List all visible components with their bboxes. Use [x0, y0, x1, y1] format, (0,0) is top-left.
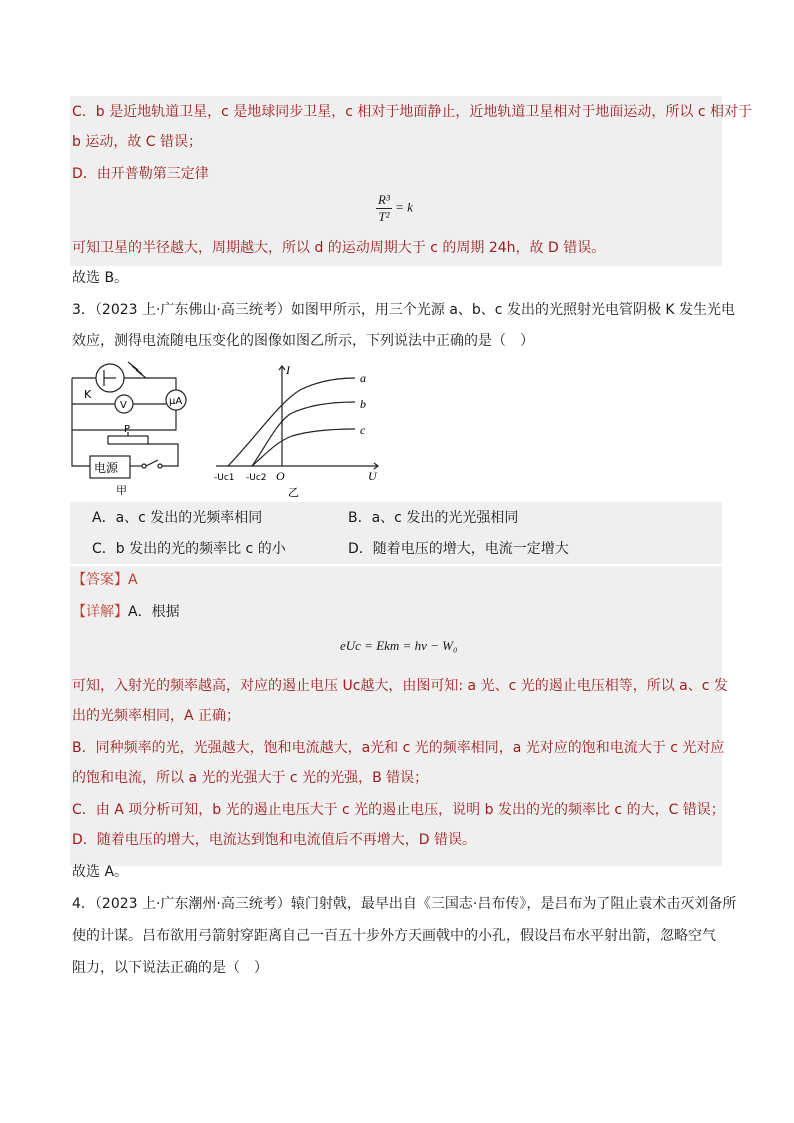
figure-jia-caption: 甲: [116, 484, 127, 497]
label-uc1: -Uc1: [214, 473, 235, 483]
kepler-numerator: R³: [378, 192, 390, 207]
label-uc2: -Uc2: [246, 473, 267, 483]
curve-b-line: [252, 402, 355, 466]
figure-yi-graph: [210, 362, 388, 500]
origin-label-O: O: [276, 469, 285, 483]
q3-stem-line1: 3．（2023 上·广东佛山·高三统考）如图甲所示，用三个光源 a、b、c 发出的光照射光电管阴极 K 发生光电: [72, 302, 736, 318]
curve-label-b: b: [360, 397, 366, 411]
curve-c-line: [252, 429, 355, 466]
q2-final-answer: 故选 B。: [72, 270, 129, 286]
axis-label-U: U: [368, 469, 377, 483]
label-power-source: 电源: [94, 461, 119, 475]
answer-tag: 【答案】: [72, 572, 128, 588]
curve-label-c: c: [360, 423, 366, 437]
axis-label-I: I: [286, 363, 290, 377]
q3-option-c: C．b 发出的光的频率比 c 的小: [92, 541, 286, 557]
label-microammeter: μA: [169, 396, 183, 407]
kepler-denominator: T²: [378, 209, 390, 224]
q3-option-d: D．随着电压的增大，电流一定增大: [348, 541, 569, 557]
figure-jia-circuit: [66, 356, 196, 498]
kepler-equation: [376, 192, 413, 225]
kepler-rhs: = k: [395, 199, 413, 215]
q3-final-answer: 故选 A。: [72, 864, 129, 880]
q2-option-d-line: D．由开普勒第三定律: [72, 166, 209, 182]
photoelectric-equation: eUc = Ekm = hν − W₀: [340, 638, 458, 653]
label-slider-P: P: [124, 424, 131, 435]
q3-detail-d: D．随着电压的增大，电流达到饱和电流值后不再增大，D 错误。: [72, 832, 477, 848]
q4-stem-line3: 阻力，以下说法正确的是（ ）: [72, 960, 268, 976]
kepler-fraction: [376, 192, 392, 225]
curve-label-a: a: [360, 371, 366, 385]
q2-option-c-line2: b 运动，故 C 错误；: [72, 134, 203, 150]
label-voltmeter: V: [120, 400, 127, 411]
q3-detail-c: C．由 A 项分析可知，b 光的遏止电压大于 c 光的遏止电压，说明 b 发出的光的频率比 c 的大，C 错误；: [72, 802, 725, 818]
q3-detail-intro: [72, 602, 180, 622]
q3-stem-line2: 效应，测得电流随电压变化的图像如图乙所示，下列说法中正确的是（ ）: [72, 333, 534, 349]
q3-detail-b-line2: 的饱和电流，所以 a 光的光强大于 c 光的光强，B 错误；: [72, 770, 429, 786]
answer-value: A: [128, 572, 138, 588]
q4-stem-line1: 4．（2023 上·广东潮州·高三统考）辕门射戟，最早出自《三国志·吕布传》，是吕布为了阻止袁术击灭刘备所: [72, 896, 737, 912]
q4-stem-line2: 使的计谋。吕布欲用弓箭射穿距离自己一百五十步外方天画戟中的小孔，假设吕布水平射出箭，忽略空气: [72, 928, 716, 944]
q2-option-d-conclusion: 可知卫星的半径越大，周期越大，所以 d 的运动周期大于 c 的周期 24h，故 D 错误。: [72, 240, 606, 256]
q3-option-b: B．a、c 发出的光光强相同: [348, 510, 519, 526]
curve-a-line: [228, 378, 355, 466]
detail-tag: 【详解】: [72, 604, 128, 620]
detail-intro-text: A．根据: [128, 604, 180, 620]
figure-yi-caption: 乙: [288, 486, 299, 499]
q3-option-a: A．a、c 发出的光频率相同: [92, 510, 263, 526]
q3-detail-a-line1: 可知，入射光的频率越高，对应的遏止电压 Uc越大，由图可知: a 光、c 光的遏止电压相等，所以 a、c 发: [72, 678, 728, 694]
q3-detail-b-line1: B．同种频率的光，光强越大，饱和电流越大，a光和 c 光的频率相同，a 光对应的饱和电流大于 c 光对应: [72, 740, 725, 756]
q3-detail-a-line2: 出的光频率相同，A 正确；: [72, 708, 241, 724]
q3-answer: [72, 570, 138, 590]
label-cathode-K: K: [84, 388, 92, 401]
q2-option-c-line1: C．b 是近地轨道卫星，c 是地球同步卫星，c 相对于地面静止，近地轨道卫星相对于地面运动，所以 c 相对于: [72, 104, 753, 120]
